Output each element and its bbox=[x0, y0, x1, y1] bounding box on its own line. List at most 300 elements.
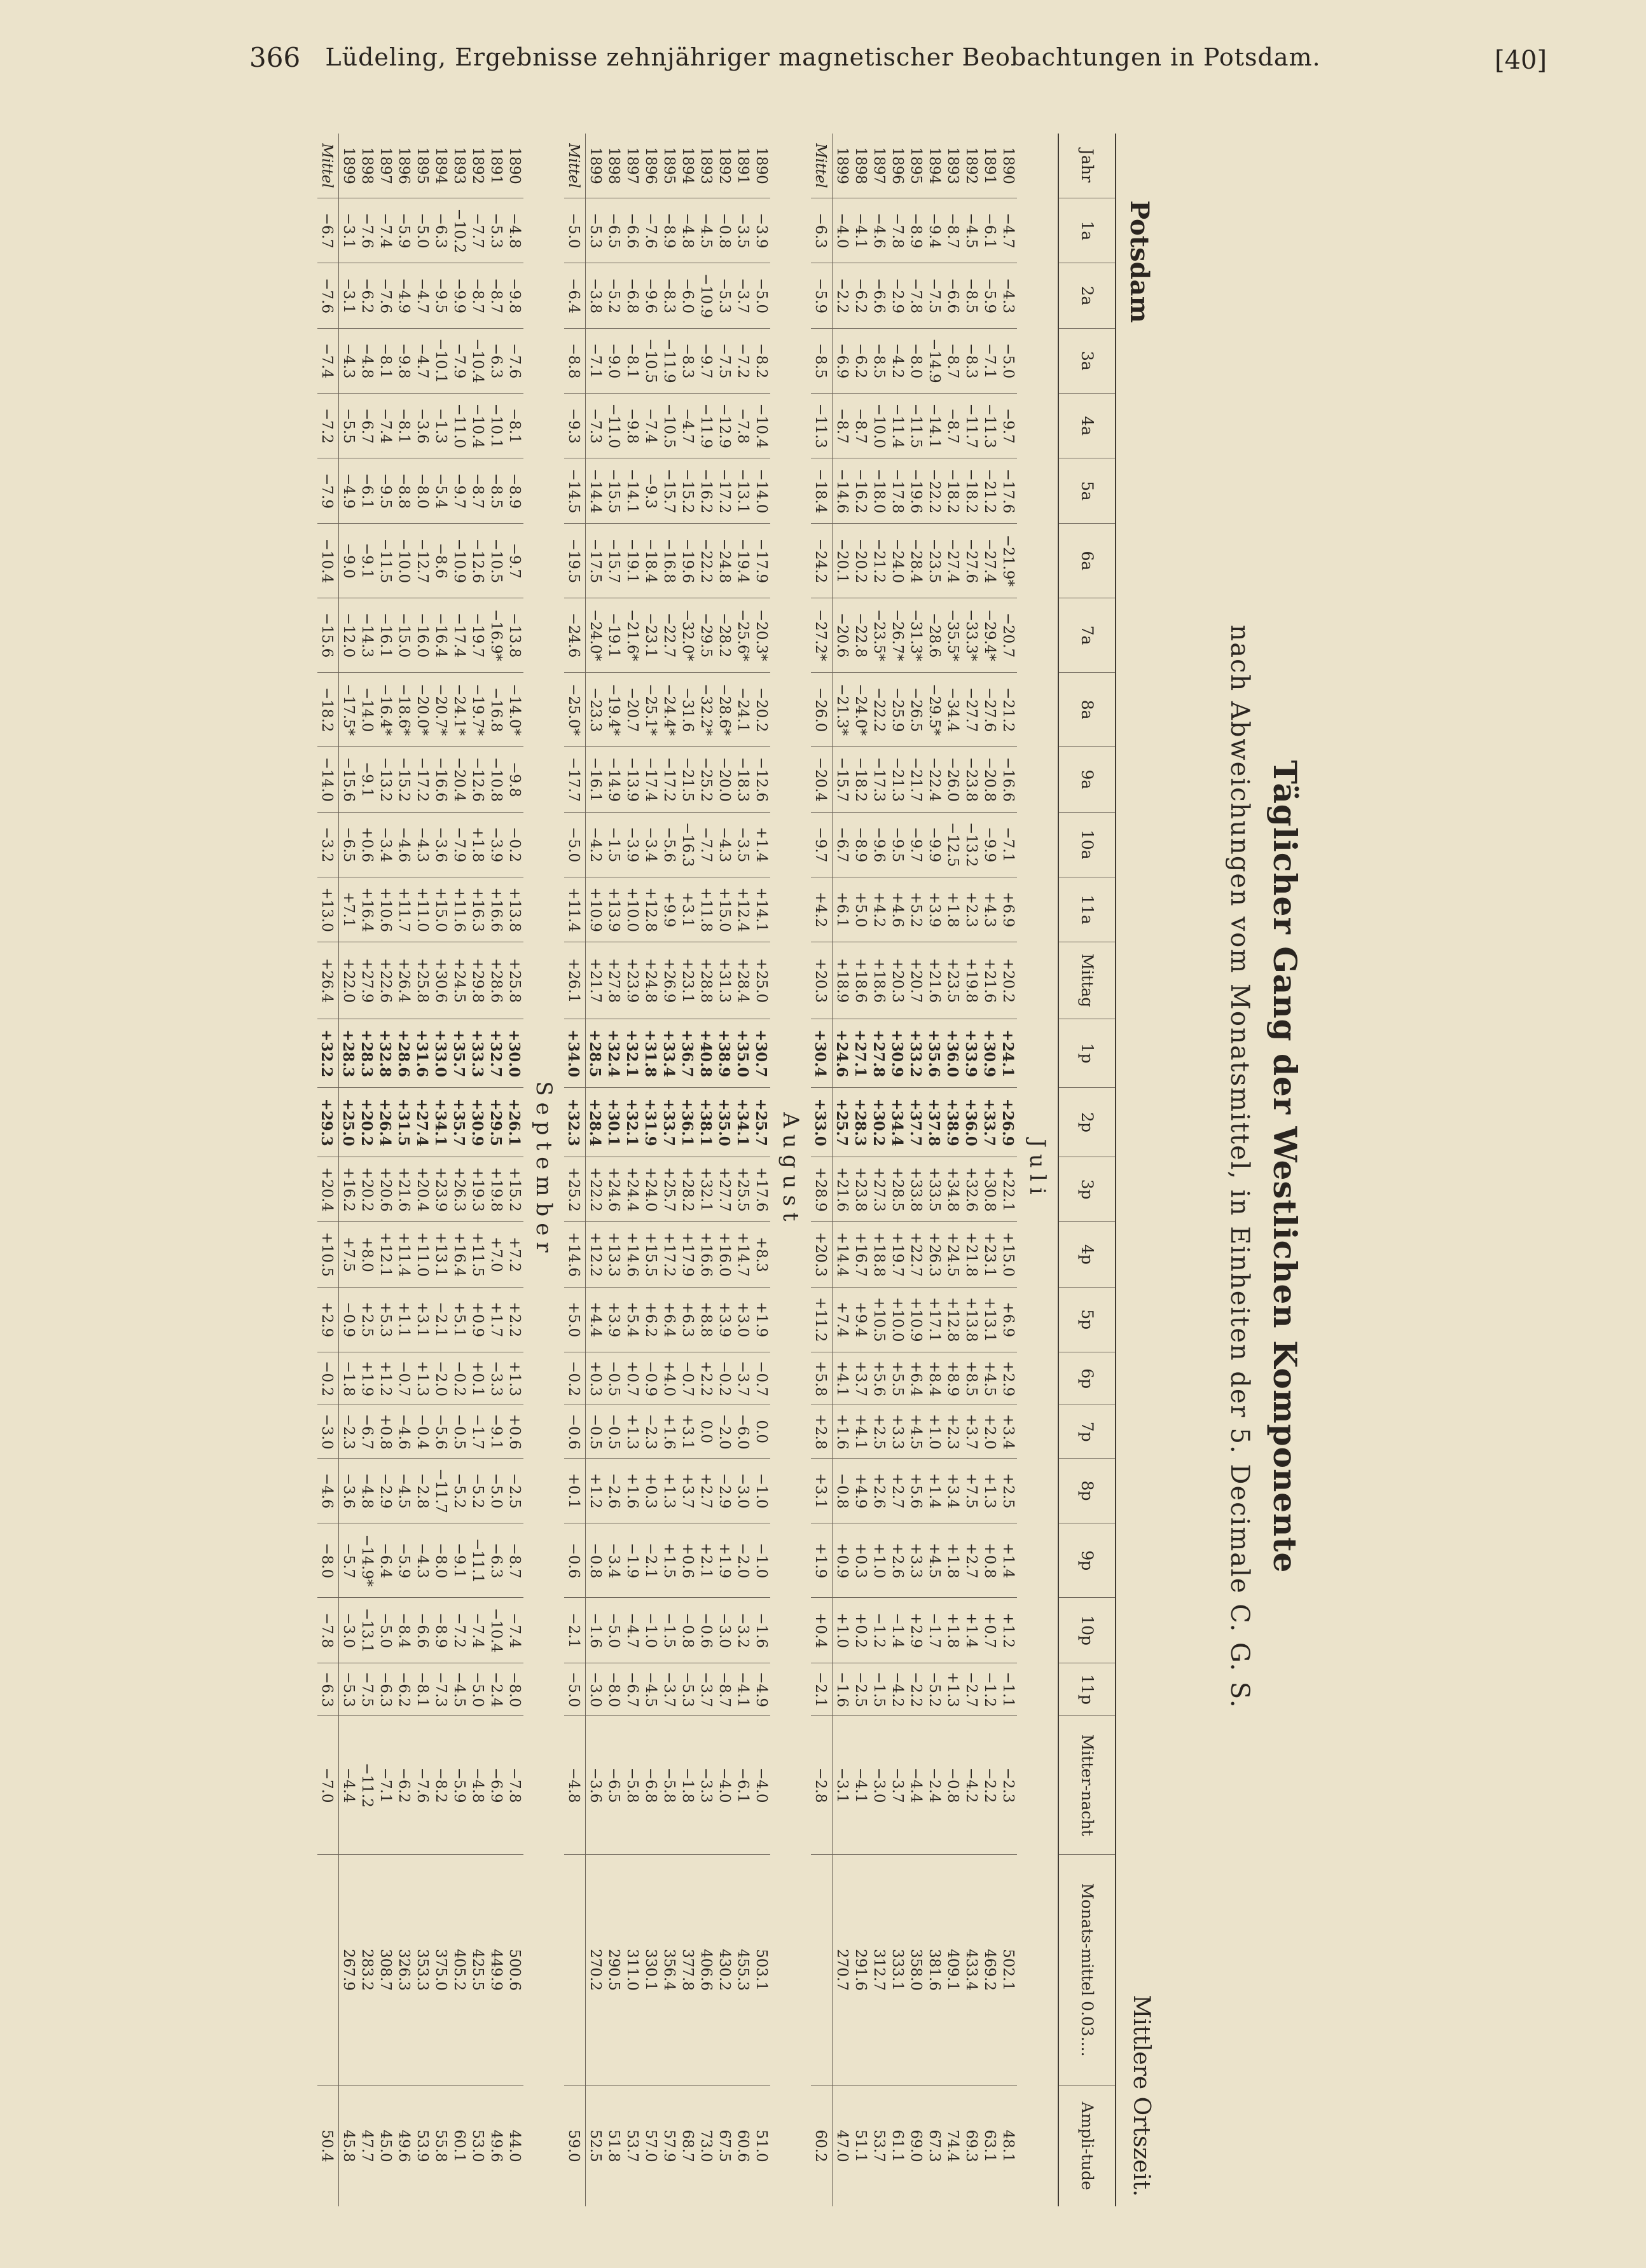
value-cell: +0.8 bbox=[980, 1523, 999, 1598]
value-cell: +32.1 bbox=[696, 1157, 715, 1221]
mean-cell: +11.4 bbox=[564, 877, 586, 942]
value-cell: −4.8 bbox=[678, 198, 696, 263]
value-cell: −7.8 bbox=[733, 394, 752, 458]
value-cell: −0.8 bbox=[715, 198, 733, 263]
value-cell: −17.4 bbox=[641, 747, 660, 812]
value-cell: −16.1 bbox=[586, 747, 605, 812]
value-cell: −28.6 bbox=[925, 598, 943, 672]
value-cell: −22.7 bbox=[660, 598, 678, 672]
value-cell: −4.5 bbox=[394, 1458, 413, 1523]
value-cell: +35.7 bbox=[450, 1088, 468, 1157]
mean-cell: +14.6 bbox=[564, 1222, 586, 1287]
value-cell: −5.2 bbox=[450, 1458, 468, 1523]
time-note: Mittlere Ortszeit. bbox=[1128, 1995, 1154, 2197]
value-cell: 57.9 bbox=[660, 2086, 678, 2206]
value-cell: −17.5 bbox=[586, 523, 605, 598]
mean-cell: 60.2 bbox=[811, 2086, 833, 2206]
value-cell: −19.1 bbox=[623, 523, 641, 598]
value-cell: +13.1 bbox=[980, 1287, 999, 1352]
value-cell: −5.3 bbox=[339, 1663, 358, 1716]
value-cell: +26.9 bbox=[660, 942, 678, 1019]
value-cell: +35.0 bbox=[733, 1019, 752, 1088]
year-cell: 1892 bbox=[963, 147, 979, 184]
value-cell: −17.2 bbox=[715, 458, 733, 523]
value-cell: −31.3* bbox=[906, 598, 925, 672]
mean-cell: +2.8 bbox=[811, 1405, 833, 1459]
value-cell: −3.4 bbox=[604, 1523, 623, 1598]
value-cell: +2.1 bbox=[696, 1523, 715, 1598]
value-cell: +0.8 bbox=[376, 1405, 394, 1459]
mean-row bbox=[811, 134, 833, 2206]
value-cell: +19.3 bbox=[468, 1157, 487, 1221]
value-cell: −15.5 bbox=[604, 458, 623, 523]
value-cell: −10.0 bbox=[869, 394, 888, 458]
value-cell: −1.0 bbox=[752, 1458, 770, 1523]
value-cell: +3.1 bbox=[413, 1287, 431, 1352]
value-cell: +38.9 bbox=[715, 1019, 733, 1088]
value-cell: −0.4 bbox=[413, 1405, 431, 1459]
value-cell: −7.4 bbox=[641, 394, 660, 458]
column-header: Mitter-nacht bbox=[1058, 1716, 1116, 1855]
month-heading: September bbox=[531, 1081, 557, 1259]
value-cell: +37.7 bbox=[906, 1088, 925, 1157]
value-cell: −5.3 bbox=[678, 1663, 696, 1716]
table-row bbox=[357, 134, 376, 2206]
value-cell: +31.9 bbox=[641, 1088, 660, 1157]
mean-cell: +0.4 bbox=[811, 1598, 833, 1663]
mean-cell: −7.8 bbox=[317, 1598, 339, 1663]
value-cell: −7.5 bbox=[925, 263, 943, 328]
value-cell: +12.1 bbox=[376, 1222, 394, 1287]
value-cell: 406.6 bbox=[696, 1855, 715, 2086]
mean-cell: −18.2 bbox=[317, 673, 339, 747]
value-cell: −17.8 bbox=[888, 458, 906, 523]
mean-cell: 50.4 bbox=[317, 2086, 339, 2206]
value-cell: −3.9 bbox=[487, 812, 505, 877]
value-cell: +11.0 bbox=[413, 1222, 431, 1287]
value-cell: +7.5 bbox=[339, 1222, 358, 1287]
value-cell: 430.2 bbox=[715, 1855, 733, 2086]
value-cell: +28.5 bbox=[586, 1019, 605, 1088]
value-cell: +0.7 bbox=[980, 1598, 999, 1663]
value-cell: −8.0 bbox=[413, 458, 431, 523]
value-cell: −9.9 bbox=[980, 812, 999, 877]
mean-cell: −27.2* bbox=[811, 598, 833, 672]
value-cell: 57.0 bbox=[641, 2086, 660, 2206]
value-cell: +1.9 bbox=[715, 1523, 733, 1598]
mean-cell: −18.4 bbox=[811, 458, 833, 523]
value-cell: −8.9 bbox=[906, 198, 925, 263]
value-cell: −9.7 bbox=[999, 394, 1017, 458]
value-cell: +23.5 bbox=[943, 942, 962, 1019]
table-row bbox=[925, 134, 943, 2206]
value-cell: 290.5 bbox=[604, 1855, 623, 2086]
value-cell: +30.1 bbox=[604, 1088, 623, 1157]
value-cell: −6.6 bbox=[869, 263, 888, 328]
value-cell: −1.3 bbox=[431, 394, 450, 458]
value-cell: −28.6* bbox=[715, 673, 733, 747]
value-cell: −0.8 bbox=[586, 1523, 605, 1598]
mean-cell: +3.1 bbox=[811, 1458, 833, 1523]
value-cell: +21.7 bbox=[586, 942, 605, 1019]
value-cell: +8.4 bbox=[925, 1352, 943, 1405]
value-cell: +28.3 bbox=[357, 1019, 376, 1088]
value-cell: +22.1 bbox=[999, 1157, 1017, 1221]
value-cell: −4.5 bbox=[450, 1663, 468, 1716]
value-cell: −6.2 bbox=[851, 263, 869, 328]
value-cell: −6.8 bbox=[623, 263, 641, 328]
value-cell: +2.7 bbox=[962, 1523, 980, 1598]
value-cell: +10.0 bbox=[888, 1287, 906, 1352]
value-cell: 55.8 bbox=[431, 2086, 450, 2206]
mean-cell: −2.8 bbox=[811, 1716, 833, 1855]
value-cell: −0.2 bbox=[450, 1352, 468, 1405]
year-cell: 1897 bbox=[377, 147, 394, 184]
value-cell: +8.8 bbox=[696, 1287, 715, 1352]
value-cell: 449.9 bbox=[487, 1855, 505, 2086]
value-cell: −4.0 bbox=[752, 1716, 770, 1855]
value-cell: −0.7 bbox=[394, 1352, 413, 1405]
value-cell: −5.5 bbox=[339, 394, 358, 458]
value-cell: −4.3 bbox=[413, 812, 431, 877]
value-cell: −6.3 bbox=[376, 1663, 394, 1716]
table-row bbox=[468, 134, 487, 2206]
value-cell: −8.0 bbox=[431, 1523, 450, 1598]
value-cell: −2.9 bbox=[888, 263, 906, 328]
value-cell: −6.4 bbox=[376, 1523, 394, 1598]
value-cell: −9.4 bbox=[925, 198, 943, 263]
value-cell: −1.2 bbox=[980, 1663, 999, 1716]
value-cell: +1.6 bbox=[833, 1405, 852, 1459]
value-cell: 469.2 bbox=[980, 1855, 999, 2086]
value-cell: +5.5 bbox=[888, 1352, 906, 1405]
value-cell: +5.2 bbox=[906, 877, 925, 942]
value-cell: +35.7 bbox=[450, 1019, 468, 1088]
value-cell: −8.6 bbox=[431, 523, 450, 598]
value-cell: −13.9 bbox=[623, 747, 641, 812]
value-cell: −16.4* bbox=[376, 673, 394, 747]
mean-cell: −24.2 bbox=[811, 523, 833, 598]
value-cell: −4.6 bbox=[869, 198, 888, 263]
value-cell: −20.1 bbox=[833, 523, 852, 598]
value-cell: −10.0 bbox=[394, 523, 413, 598]
value-cell: −5.3 bbox=[586, 198, 605, 263]
mean-cell: −0.2 bbox=[564, 1352, 586, 1405]
value-cell: −7.4 bbox=[376, 394, 394, 458]
mean-cell: −6.7 bbox=[317, 198, 339, 263]
value-cell: 500.6 bbox=[505, 1855, 523, 2086]
value-cell: −4.9 bbox=[339, 458, 358, 523]
value-cell: +33.8 bbox=[906, 1157, 925, 1221]
value-cell: −14.4 bbox=[586, 458, 605, 523]
value-cell: +0.3 bbox=[641, 1458, 660, 1523]
header-row bbox=[1058, 134, 1116, 2206]
year-cell: 1897 bbox=[871, 147, 887, 184]
value-cell: 69.0 bbox=[906, 2086, 925, 2206]
value-cell: +0.6 bbox=[505, 1405, 523, 1459]
value-cell: −9.1 bbox=[487, 1405, 505, 1459]
value-cell: −20.8 bbox=[980, 747, 999, 812]
value-cell: −12.6 bbox=[468, 747, 487, 812]
mean-cell: +32.3 bbox=[564, 1088, 586, 1157]
mean-cell: −14.5 bbox=[564, 458, 586, 523]
value-cell: −4.7 bbox=[999, 198, 1017, 263]
value-cell: −7.7 bbox=[468, 198, 487, 263]
value-cell: −26.7* bbox=[888, 598, 906, 672]
value-cell: −10.1 bbox=[431, 328, 450, 393]
value-cell: −19.6 bbox=[678, 523, 696, 598]
value-cell: +14.4 bbox=[833, 1222, 852, 1287]
value-cell: +20.3 bbox=[888, 942, 906, 1019]
mean-row bbox=[564, 134, 586, 2206]
value-cell: +7.1 bbox=[339, 877, 358, 942]
value-cell: 61.1 bbox=[888, 2086, 906, 2206]
value-cell: −0.2 bbox=[715, 1352, 733, 1405]
value-cell: +25.8 bbox=[505, 942, 523, 1019]
value-cell: −1.2 bbox=[869, 1598, 888, 1663]
value-cell: 333.1 bbox=[888, 1855, 906, 2086]
mean-cell: −8.0 bbox=[317, 1523, 339, 1598]
value-cell: −7.1 bbox=[980, 328, 999, 393]
value-cell: +1.5 bbox=[660, 1523, 678, 1598]
value-cell: +7.2 bbox=[505, 1222, 523, 1287]
value-cell: −6.0 bbox=[678, 263, 696, 328]
value-cell: −6.1 bbox=[357, 458, 376, 523]
value-cell: 48.1 bbox=[999, 2086, 1017, 2206]
value-cell: +1.7 bbox=[487, 1287, 505, 1352]
value-cell: −1.6 bbox=[833, 1663, 852, 1716]
value-cell: +27.8 bbox=[604, 942, 623, 1019]
value-cell: −6.8 bbox=[641, 1716, 660, 1855]
value-cell: +35.0 bbox=[715, 1088, 733, 1157]
value-cell: +29.5 bbox=[487, 1088, 505, 1157]
value-cell: −8.1 bbox=[394, 394, 413, 458]
value-cell: +36.1 bbox=[678, 1088, 696, 1157]
value-cell: −29.4* bbox=[980, 598, 999, 672]
mean-cell bbox=[317, 1855, 339, 2086]
value-cell: 311.0 bbox=[623, 1855, 641, 2086]
value-cell: −17.3 bbox=[869, 747, 888, 812]
value-cell: −9.9 bbox=[925, 812, 943, 877]
value-cell: −27.6 bbox=[962, 523, 980, 598]
value-cell: +32.8 bbox=[376, 1019, 394, 1088]
value-cell: +1.3 bbox=[623, 1405, 641, 1459]
value-cell: +11.8 bbox=[696, 877, 715, 942]
value-cell: 455.3 bbox=[733, 1855, 752, 2086]
value-cell: −6.3 bbox=[487, 1523, 505, 1598]
value-cell: +4.5 bbox=[980, 1352, 999, 1405]
value-cell: −11.7 bbox=[962, 394, 980, 458]
value-cell: +20.2 bbox=[357, 1157, 376, 1221]
value-cell: +16.0 bbox=[715, 1222, 733, 1287]
value-cell: −4.8 bbox=[468, 1716, 487, 1855]
value-cell: +4.9 bbox=[851, 1458, 869, 1523]
value-cell: −4.2 bbox=[586, 812, 605, 877]
value-cell: +1.4 bbox=[999, 1523, 1017, 1598]
value-cell: −2.9 bbox=[715, 1458, 733, 1523]
value-cell: −8.2 bbox=[431, 1716, 450, 1855]
mean-cell: −10.4 bbox=[317, 523, 339, 598]
mean-label: Mittel bbox=[564, 134, 586, 198]
value-cell: +8.3 bbox=[752, 1222, 770, 1287]
column-header: 8a bbox=[1058, 673, 1116, 747]
value-cell: −5.2 bbox=[604, 263, 623, 328]
value-cell: +5.6 bbox=[906, 1458, 925, 1523]
value-cell: −2.1 bbox=[641, 1523, 660, 1598]
column-header: 4a bbox=[1058, 394, 1116, 458]
value-cell: −4.1 bbox=[733, 1663, 752, 1716]
value-cell: −6.3 bbox=[431, 198, 450, 263]
value-cell: −6.9 bbox=[487, 1716, 505, 1855]
value-cell: −20.7* bbox=[431, 673, 450, 747]
value-cell: +38.9 bbox=[943, 1088, 962, 1157]
value-cell: −4.7 bbox=[413, 328, 431, 393]
value-cell: −7.1 bbox=[999, 812, 1017, 877]
mean-cell: +32.2 bbox=[317, 1019, 339, 1088]
value-cell: −2.1 bbox=[431, 1287, 450, 1352]
value-cell: +26.4 bbox=[376, 1088, 394, 1157]
value-cell: +21.6 bbox=[925, 942, 943, 1019]
value-cell: +36.0 bbox=[943, 1019, 962, 1088]
value-cell: −2.4 bbox=[487, 1663, 505, 1716]
value-cell: −14.9 bbox=[925, 328, 943, 393]
value-cell: −4.2 bbox=[888, 1663, 906, 1716]
value-cell: −11.4 bbox=[888, 394, 906, 458]
value-cell: +8.0 bbox=[357, 1222, 376, 1287]
column-header: 7a bbox=[1058, 598, 1116, 672]
value-cell: −14.1 bbox=[925, 394, 943, 458]
value-cell: −21.5 bbox=[678, 747, 696, 812]
value-cell: 51.8 bbox=[604, 2086, 623, 2206]
mean-cell: −15.6 bbox=[317, 598, 339, 672]
value-cell: −3.4 bbox=[641, 812, 660, 877]
year-cell: 1898 bbox=[605, 147, 622, 184]
value-cell: +25.8 bbox=[413, 942, 431, 1019]
value-cell: −13.2 bbox=[376, 747, 394, 812]
value-cell: +1.6 bbox=[660, 1405, 678, 1459]
value-cell: −7.5 bbox=[357, 1663, 376, 1716]
mean-cell: +5.0 bbox=[564, 1287, 586, 1352]
value-cell: −0.7 bbox=[752, 1352, 770, 1405]
value-cell: +19.8 bbox=[487, 1157, 505, 1221]
value-cell: −3.6 bbox=[431, 812, 450, 877]
year-cell: 1894 bbox=[926, 147, 943, 184]
value-cell: 67.5 bbox=[715, 2086, 733, 2206]
value-cell: −11.7 bbox=[431, 1458, 450, 1523]
value-cell: +34.4 bbox=[888, 1088, 906, 1157]
mean-cell: +0.1 bbox=[564, 1458, 586, 1523]
value-cell: +14.1 bbox=[752, 877, 770, 942]
value-cell: +25.7 bbox=[833, 1088, 852, 1157]
value-cell: −4.1 bbox=[851, 1716, 869, 1855]
column-header: 5a bbox=[1058, 458, 1116, 523]
value-cell: −3.9 bbox=[752, 198, 770, 263]
mean-cell: −0.6 bbox=[564, 1523, 586, 1598]
value-cell: −3.1 bbox=[339, 198, 358, 263]
value-cell: +1.3 bbox=[943, 1663, 962, 1716]
value-cell: −7.3 bbox=[586, 394, 605, 458]
value-cell: −1.7 bbox=[925, 1598, 943, 1663]
value-cell: +26.9 bbox=[999, 1088, 1017, 1157]
value-cell: −21.6* bbox=[623, 598, 641, 672]
value-cell: −1.8 bbox=[678, 1716, 696, 1855]
value-cell: +21.6 bbox=[980, 942, 999, 1019]
value-cell: −10.2 bbox=[450, 198, 468, 263]
value-cell: −0.8 bbox=[833, 1458, 852, 1523]
value-cell: −2.5 bbox=[851, 1663, 869, 1716]
value-cell: −26.0 bbox=[943, 747, 962, 812]
value-cell: −17.5* bbox=[339, 673, 358, 747]
value-cell: −8.0 bbox=[604, 1663, 623, 1716]
value-cell: +3.4 bbox=[943, 1458, 962, 1523]
value-cell: −8.7 bbox=[943, 328, 962, 393]
value-cell: −8.5 bbox=[869, 328, 888, 393]
value-cell: −8.9 bbox=[431, 1598, 450, 1663]
value-cell: −5.7 bbox=[339, 1523, 358, 1598]
value-cell: +1.2 bbox=[376, 1352, 394, 1405]
value-cell: +27.3 bbox=[869, 1157, 888, 1221]
column-header: 1p bbox=[1058, 1019, 1116, 1088]
value-cell: −7.3 bbox=[431, 1663, 450, 1716]
value-cell: 377.8 bbox=[678, 1855, 696, 2086]
value-cell: +30.9 bbox=[888, 1019, 906, 1088]
year-cell: 1890 bbox=[506, 147, 523, 184]
column-header: 5p bbox=[1058, 1287, 1116, 1352]
value-cell: +1.9 bbox=[752, 1287, 770, 1352]
value-cell: 74.4 bbox=[943, 2086, 962, 2206]
value-cell: +12.4 bbox=[733, 877, 752, 942]
value-cell: +10.0 bbox=[623, 877, 641, 942]
value-cell: +30.7 bbox=[752, 1019, 770, 1088]
column-header: Mittag bbox=[1058, 942, 1116, 1019]
value-cell: +19.8 bbox=[962, 942, 980, 1019]
value-cell: +3.1 bbox=[678, 1405, 696, 1459]
value-cell: +21.8 bbox=[962, 1222, 980, 1287]
year-cell: 1899 bbox=[340, 147, 357, 184]
value-cell: −16.9* bbox=[487, 598, 505, 672]
value-cell: −8.3 bbox=[678, 328, 696, 393]
value-cell: −4.7 bbox=[623, 1598, 641, 1663]
value-cell: −0.9 bbox=[641, 1352, 660, 1405]
value-cell: +32.6 bbox=[962, 1157, 980, 1221]
value-cell: −4.7 bbox=[413, 263, 431, 328]
value-cell: +25.5 bbox=[733, 1157, 752, 1221]
westliche-komponente-table bbox=[317, 134, 1116, 2206]
mean-cell: +25.2 bbox=[564, 1157, 586, 1221]
mean-cell: −5.0 bbox=[564, 1663, 586, 1716]
value-cell: +18.9 bbox=[833, 942, 852, 1019]
mean-cell: +30.4 bbox=[811, 1019, 833, 1088]
value-cell: −3.7 bbox=[733, 1352, 752, 1405]
value-cell: +20.2 bbox=[357, 1088, 376, 1157]
value-cell: −7.2 bbox=[450, 1598, 468, 1663]
value-cell: −7.1 bbox=[376, 1716, 394, 1855]
mean-cell: −8.5 bbox=[811, 328, 833, 393]
value-cell: +2.9 bbox=[999, 1352, 1017, 1405]
value-cell: 503.1 bbox=[752, 1855, 770, 2086]
table-row bbox=[888, 134, 906, 2206]
table-row bbox=[394, 134, 413, 2206]
value-cell: +2.7 bbox=[696, 1458, 715, 1523]
value-cell: −24.1 bbox=[733, 673, 752, 747]
value-cell: +6.3 bbox=[678, 1287, 696, 1352]
value-cell: 0.0 bbox=[752, 1405, 770, 1459]
value-cell: +18.6 bbox=[851, 942, 869, 1019]
value-cell: +13.3 bbox=[604, 1222, 623, 1287]
value-cell: +28.5 bbox=[888, 1157, 906, 1221]
value-cell: 326.3 bbox=[394, 1855, 413, 2086]
value-cell: −8.0 bbox=[906, 328, 925, 393]
